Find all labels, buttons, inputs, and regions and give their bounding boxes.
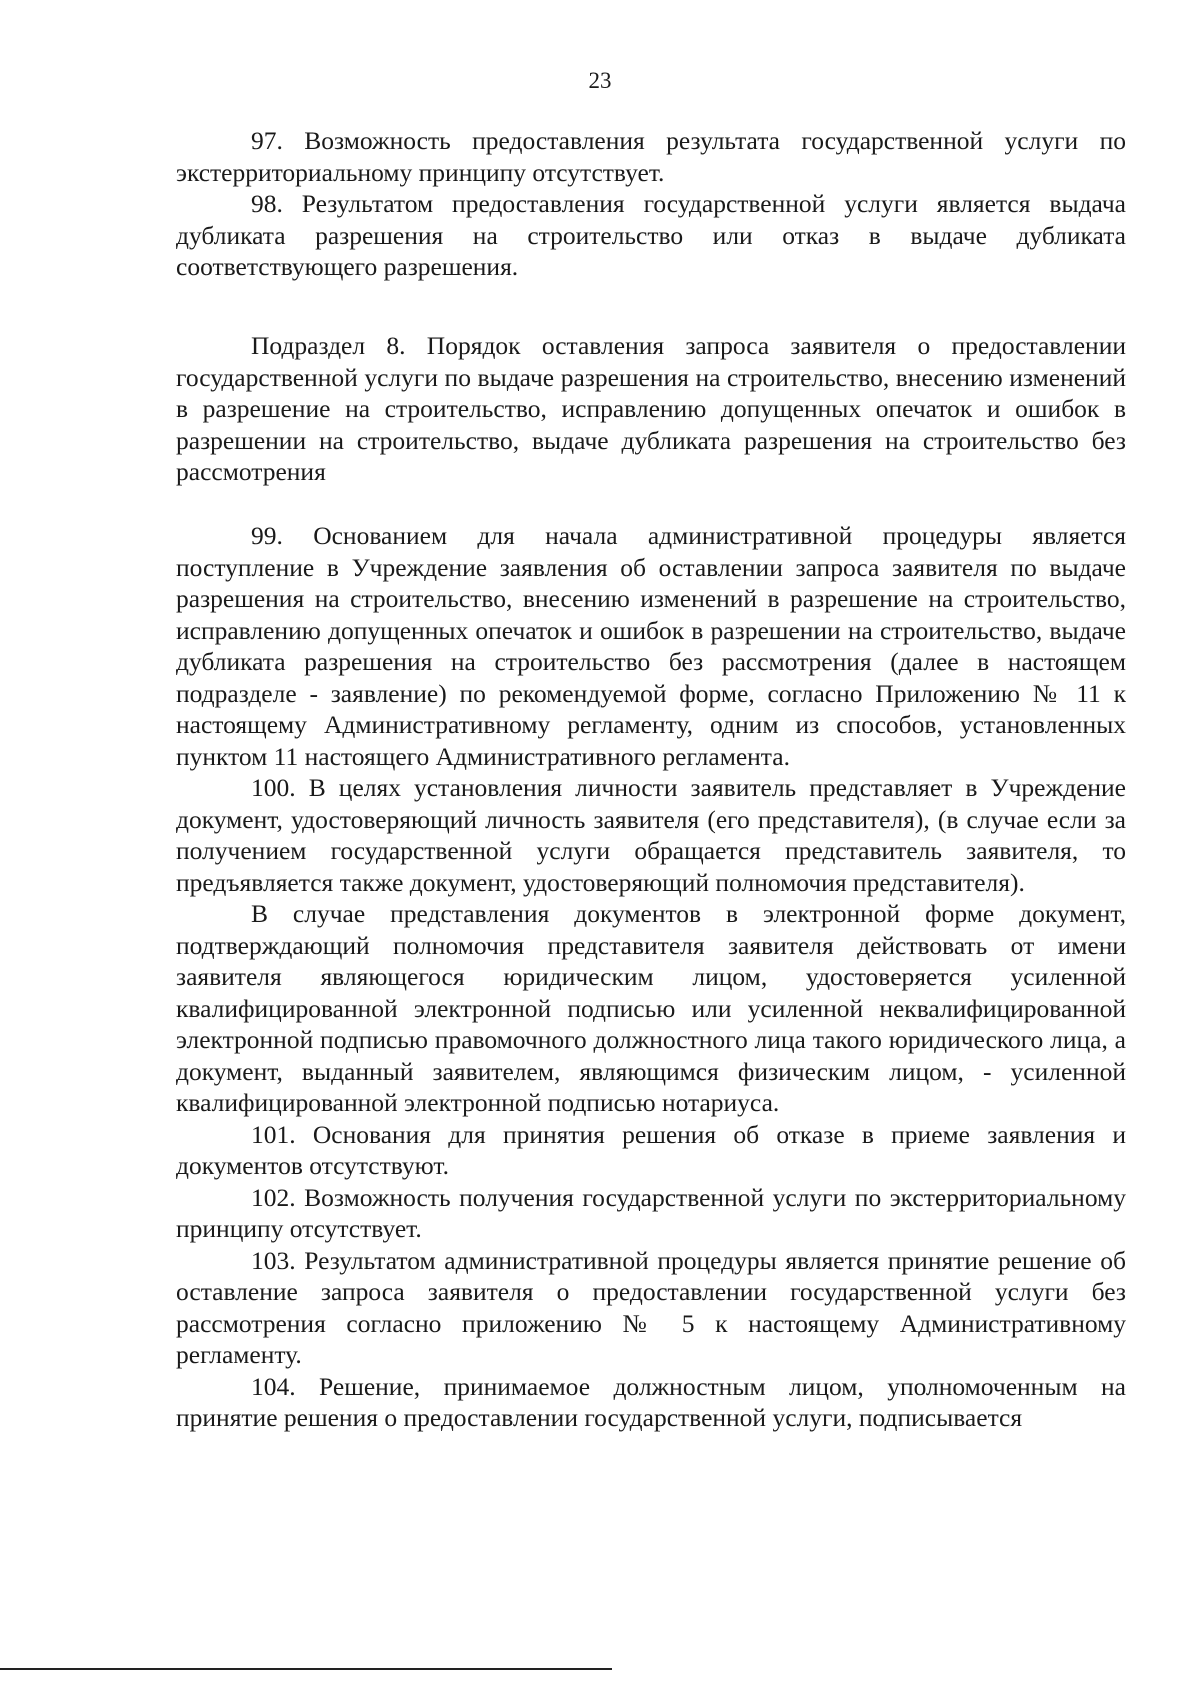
main-paragraphs <box>176 520 1126 1434</box>
paragraph-104: 104. Решение, принимаемое должностным лицом, уполномоченным на принятие решения о предоставлении государственной услуги, подписывается <box>176 1371 1126 1432</box>
top-paragraphs <box>176 125 1126 283</box>
paragraph-101: 101. Основания для принятия решения об отказе в приеме заявления и документов отсутствуют. <box>176 1119 1126 1180</box>
page-number: 23 <box>588 68 612 93</box>
paragraph-97: 97. Возможность предоставления результата государственной услуги по экстерриториальному принципу отсутствует. <box>176 126 1126 187</box>
bottom-rule <box>0 1668 612 1670</box>
paragraph-103: 103. Результатом административной процедуры является принятие решение об оставление запроса заявителя о предоставлении государственной услуги без рассмотрения согласно приложению № 5 к настоящему Административному регламенту. <box>176 1245 1126 1369</box>
paragraph-100: 100. В целях установления личности заявитель представляет в Учреждение документ, удостоверяющий личность заявителя (его представителя), (в случае если за получением государственной услуги обращается представитель заявителя, то предъявляется также документ, удостоверяющий полномочия представителя). <box>176 773 1126 897</box>
subsection-heading-block <box>176 330 1126 488</box>
subsection-heading: Подраздел 8. Порядок оставления запроса заявителя о предоставлении государственной услуги по выдаче разрешения на строительство, внесению изменений в разрешение на строительство, исправлению допущенных опечаток и ошибок в разрешении на строительство, выдаче дубликата разрешения на строительство без рассмотрения <box>176 331 1126 486</box>
paragraph-99: 99. Основанием для начала административной процедуры является поступление в Учреждение заявления об оставлении запроса заявителя по выдаче разрешения на строительство, внесению изменений в разрешение на строительство, исправлению допущенных опечаток и ошибок в разрешении на строительство, выдаче дубликата разрешения на строительство без рассмотрения (далее в настоящем подразделе - заявление) по рекомендуемой форме, согласно Приложению № 11 к настоящему Административному регламенту, одним из способов, установленных пунктом 11 настоящего Административного регламента. <box>176 521 1126 771</box>
paragraph-102: 102. Возможность получения государственной услуги по экстерриториальному принципу отсутствует. <box>176 1182 1126 1243</box>
paragraph-98: 98. Результатом предоставления государственной услуги является выдача дубликата разрешения на строительство или отказ в выдаче дубликата соответствующего разрешения. <box>176 189 1126 281</box>
paragraph-100-continued: В случае представления документов в электронной форме документ, подтверждающий полномочия представителя заявителя действовать от имени заявителя являющегося юридическим лицом, удостоверяется усиленной квалифицированной электронной подписью или усиленной неквалифицированной электронной подписью правомочного должностного лица такого юридического лица, а документ, выданный заявителем, являющимся физическим лицом, - усиленной квалифицированной электронной подписью нотариуса. <box>176 899 1126 1117</box>
